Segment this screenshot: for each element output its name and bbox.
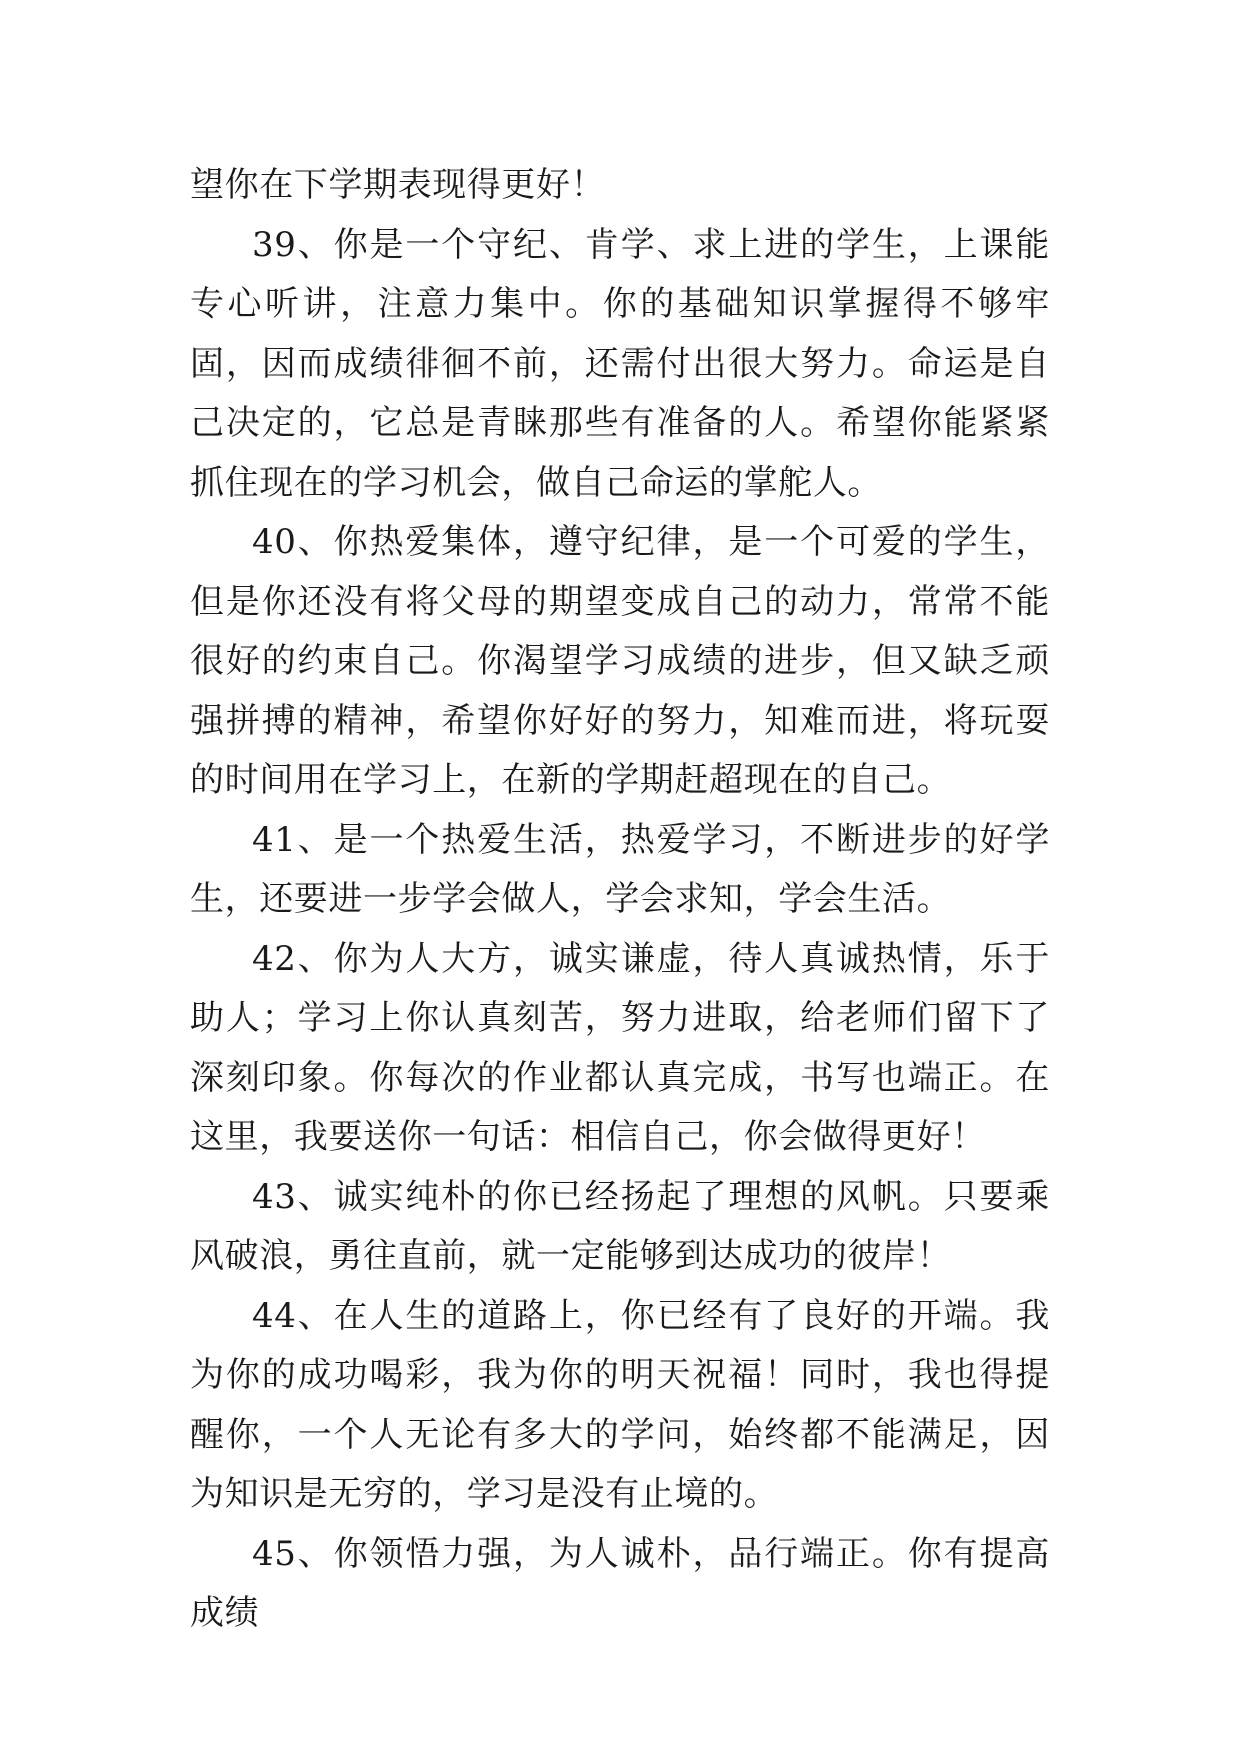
document-body	[190, 156, 1050, 1644]
paragraph-comment-40: 40、你热爱集体，遵守纪律，是一个可爱的学生，但是你还没有将父母的期望变成自己的动力，常常不能很好的约束自己。你渴望学习成绩的进步，但又缺乏顽强拼搏的精神，希望你好好的努力，知难而进，将玩耍的时间用在学习上，在新的学期赶超现在的自己。	[190, 522, 1050, 800]
paragraph-comment-45: 45、你领悟力强，为人诚朴，品行端正。你有提高成绩	[190, 1533, 1050, 1633]
paragraph-comment-41: 41、是一个热爱生活，热爱学习，不断进步的好学生，还要进一步学会做人，学会求知，学会生活。	[190, 819, 1050, 919]
paragraph-comment-44: 44、在人生的道路上，你已经有了良好的开端。我为你的成功喝彩，我为你的明天祝福！同时，我也得提醒你，一个人无论有多大的学问，始终都不能满足，因为知识是无穷的，学习是没有止境的。	[190, 1295, 1050, 1514]
paragraph-comment-39: 39、你是一个守纪、肯学、求上进的学生，上课能专心听讲，注意力集中。你的基础知识掌握得不够牢固，因而成绩徘徊不前，还需付出很大努力。命运是自己决定的，它总是青睐那些有准备的人。希望你能紧紧抓住现在的学习机会，做自己命运的掌舵人。	[190, 224, 1050, 503]
paragraph-comment-43: 43、诚实纯朴的你已经扬起了理想的风帆。只要乘风破浪，勇往直前，就一定能够到达成功的彼岸！	[190, 1176, 1050, 1276]
paragraph-comment-42: 42、你为人大方，诚实谦虚，待人真诚热情，乐于助人；学习上你认真刻苦，努力进取，给老师们留下了深刻印象。你每次的作业都认真完成，书写也端正。在这里，我要送你一句话：相信自己，你会做得更好！	[190, 938, 1050, 1157]
paragraph-continuation: 望你在下学期表现得更好！	[190, 165, 606, 205]
